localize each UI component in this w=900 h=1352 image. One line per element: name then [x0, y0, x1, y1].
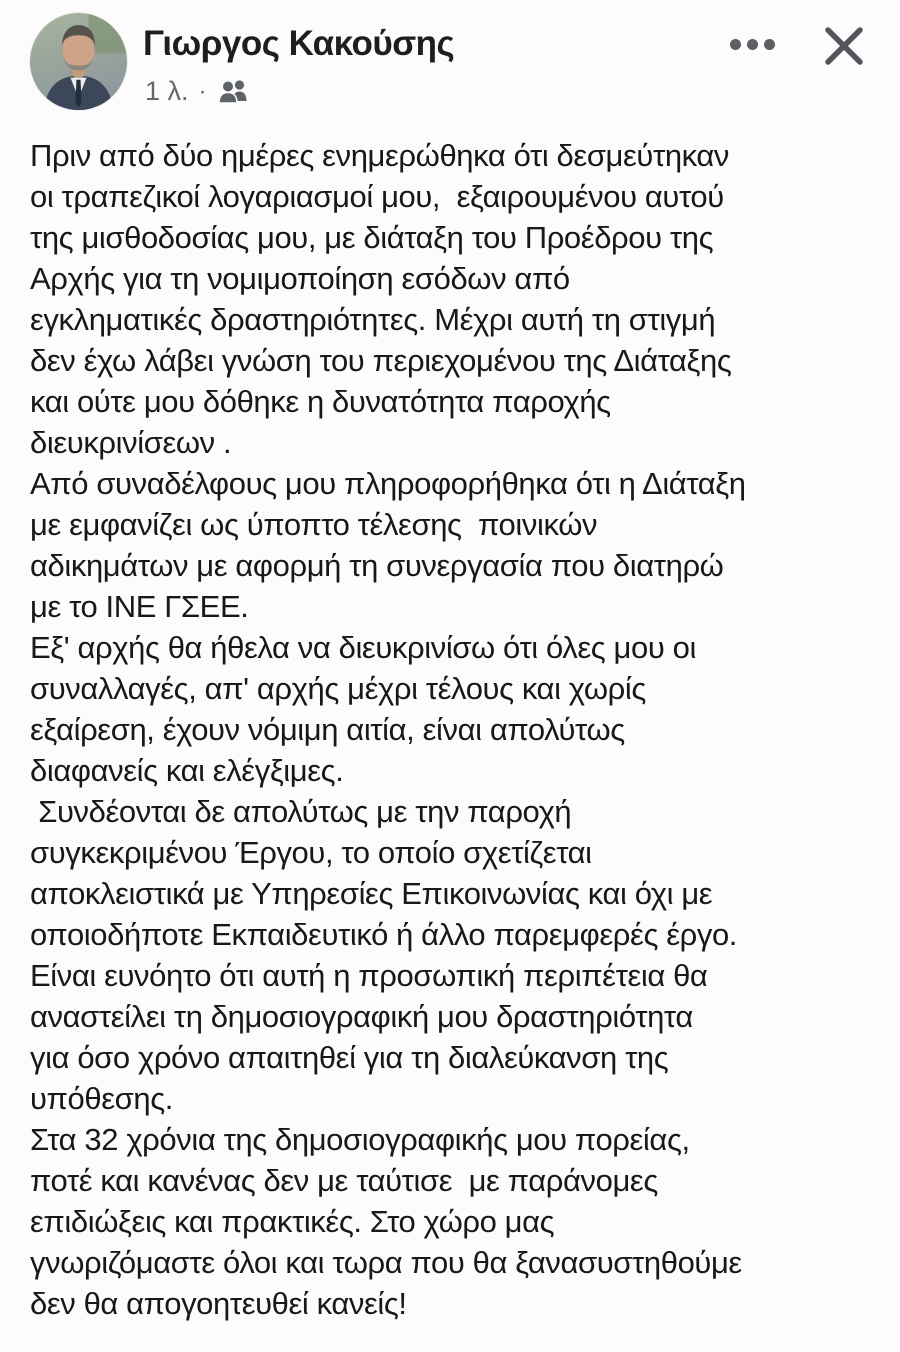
post-text-line: Συνδέονται δε απολύτως με την παροχή [30, 794, 572, 829]
post-text-line: και ούτε μου δόθηκε η δυνατότητα παροχής [30, 384, 611, 419]
avatar-image [30, 13, 127, 110]
friends-icon [217, 77, 251, 107]
more-horizontal-icon [764, 39, 775, 50]
post-text-line: αναστείλει τη δημοσιογραφική μου δραστηριότητα [30, 999, 693, 1034]
post-text-line: συγκεκριμένου Έργου, το οποίο σχετίζεται [30, 835, 592, 870]
post-text-line: εξαίρεση, έχουν νόμιμη αιτία, είναι απολύτως [30, 712, 625, 747]
more-horizontal-icon [747, 39, 758, 50]
post-text-line: Αρχής για τη νομιμοποίηση εσόδων από [30, 261, 570, 296]
avatar[interactable] [30, 13, 127, 110]
post-text-line: διαφανείς και ελέγξιμες. [30, 753, 344, 788]
post-text-line: Στα 32 χρόνια της δημοσιογραφικής μου πορείας, [30, 1122, 690, 1157]
post-text-line: δεν θα απογοητευθεί κανείς! [30, 1286, 407, 1321]
post-text-line: Είναι ευνόητο ότι αυτή η προσωπική περιπέτεια θα [30, 958, 708, 993]
post-text-line: διευκρινίσεων . [30, 425, 232, 460]
post-text-line: δεν έχω λάβει γνώση του περιεχομένου της Διάταξης [30, 343, 732, 378]
author-name[interactable]: Γιωργος Κακούσης [143, 24, 455, 63]
close-icon [822, 24, 866, 68]
post-text-line: με το ΙΝΕ ΓΣΕΕ. [30, 589, 249, 624]
post-text-line: Πριν από δύο ημέρες ενημερώθηκα ότι δεσμεύτηκαν [30, 138, 730, 173]
post-meta [145, 76, 251, 107]
post-text-line: για όσο χρόνο απαιτηθεί για τη διαλεύκανση της [30, 1040, 669, 1075]
post-text-line: με εμφανίζει ως ύποπτο τέλεσης ποινικών [30, 507, 598, 542]
more-options-button[interactable] [716, 22, 788, 66]
post-text-line: της μισθοδοσίας μου, με διάταξη του Προέδρου της [30, 220, 714, 255]
post-text-line: υπόθεσης. [30, 1081, 173, 1116]
meta-separator: · [198, 77, 207, 105]
post-text-line: Εξ' αρχής θα ήθελα να διευκρινίσω ότι όλες μου οι [30, 630, 696, 665]
post-text [30, 135, 880, 1324]
post-text-line: εγκληματικές δραστηριότητες. Μέχρι αυτή τη στιγμή [30, 302, 716, 337]
post-text-line: αποκλειστικά με Υπηρεσίες Επικοινωνίας και όχι με [30, 876, 713, 911]
post-text-line: Από συναδέλφους μου πληροφορήθηκα ότι η Διάταξη [30, 466, 746, 501]
post-text-line: αδικημάτων με αφορμή τη συνεργασία που διατηρώ [30, 548, 724, 583]
post-text-line: επιδιώξεις και πρακτικές. Στο χώρο μας [30, 1204, 555, 1239]
post-text-line: οποιοδήποτε Εκπαιδευτικό ή άλλο παρεμφερές έργο. [30, 917, 737, 952]
post-text-line: οι τραπεζικοί λογαριασμοί μου, εξαιρουμένου αυτού [30, 179, 724, 214]
post-text-line: συναλλαγές, απ' αρχής μέχρι τέλους και χωρίς [30, 671, 646, 706]
post-text-line: γνωριζόμαστε όλοι και τωρα που θα ξανασυστηθούμε [30, 1245, 742, 1280]
close-button[interactable] [816, 18, 872, 74]
timestamp[interactable]: 1 λ. [145, 76, 189, 106]
post-text-line: ποτέ και κανένας δεν με ταύτισε με παράνομες [30, 1163, 658, 1198]
more-horizontal-icon [730, 39, 741, 50]
